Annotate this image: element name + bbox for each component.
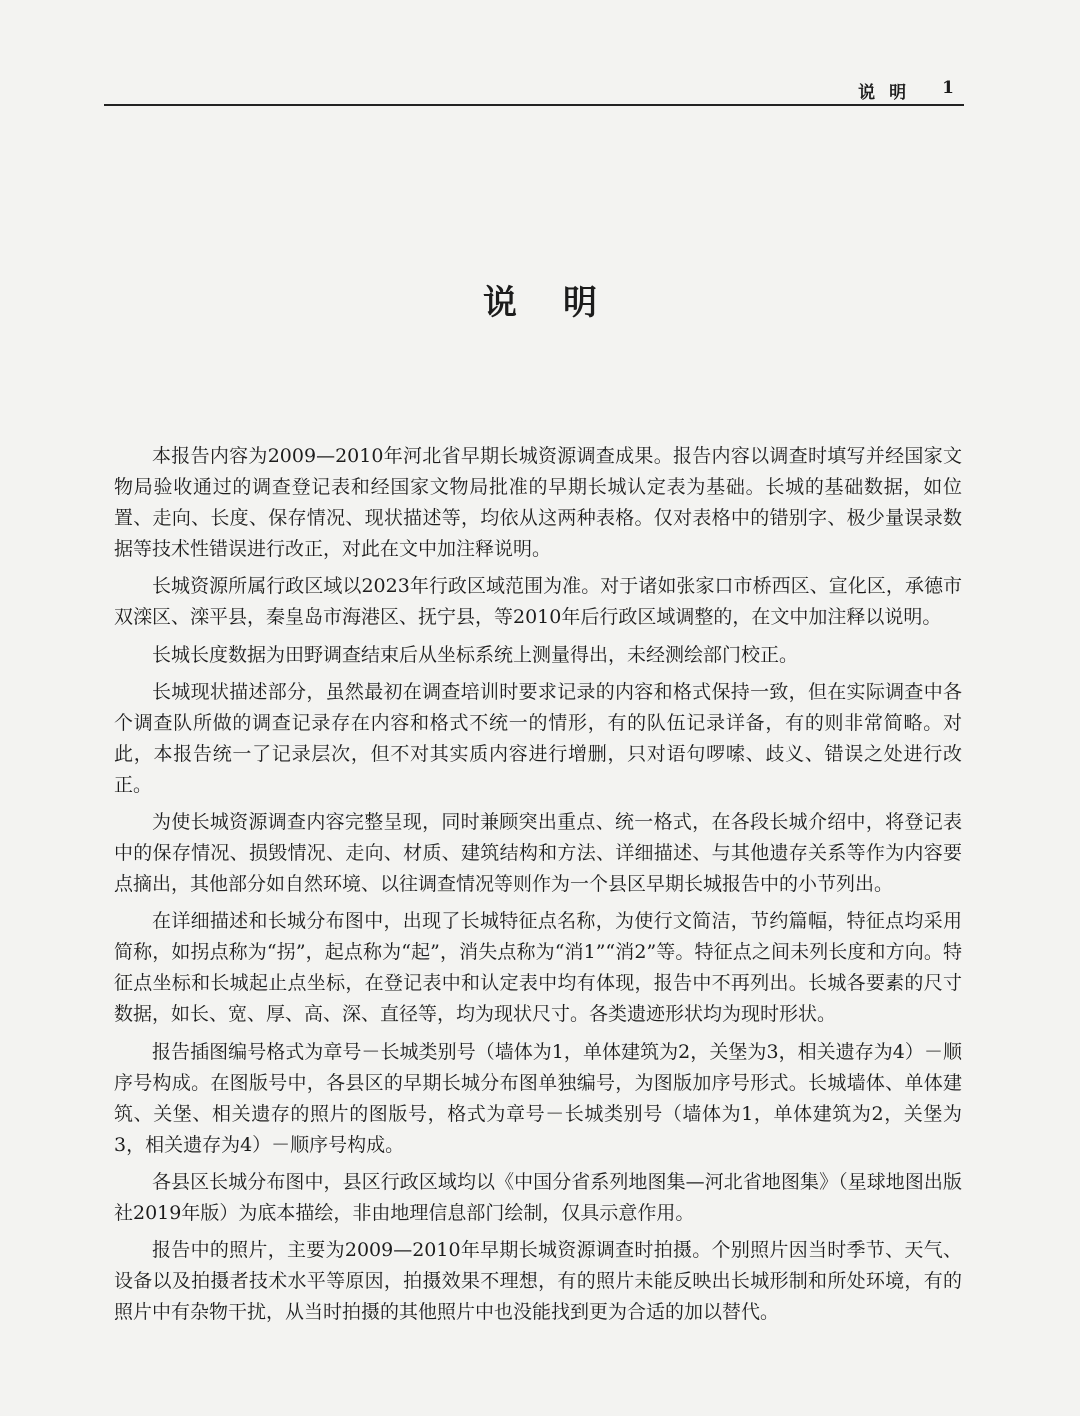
paragraph: 本报告内容为2009—2010年河北省早期长城资源调查成果。报告内容以调查时填写并经国家文物局验收通过的调查登记表和经国家文物局批准的早期长城认定表为基础。长城的基础数据，如位置、走向、长度、保存情况、现状描述等，均依从这两种表格。仅对表格中的错别字、极少量误录数据等技术性错误进行改正，对此在文中加注释说明。 [114, 445, 962, 560]
header-rule [104, 104, 964, 106]
paragraph: 报告中的照片，主要为2009—2010年早期长城资源调查时拍摄。个别照片因当时季节、天气、设备以及拍摄者技术水平等原因，拍摄效果不理想，有的照片未能反映出长城形制和所处环境，有的照片中有杂物干扰，从当时拍摄的其他照片中也没能找到更为合适的加以替代。 [114, 1239, 962, 1324]
running-head [858, 78, 956, 103]
paragraph: 长城长度数据为田野调查结束后从坐标系统上测量得出，未经测绘部门校正。 [152, 643, 799, 666]
page-title: 说明 [483, 283, 643, 323]
paragraph: 各县区长城分布图中，县区行政区域均以《中国分省系列地图集—河北省地图集》（星球地图出版社2019年版）为底本描绘，非由地理信息部门绘制，仅具示意作用。 [114, 1171, 962, 1225]
running-head-page-number: 1 [942, 78, 956, 98]
paragraph: 报告插图编号格式为章号－长城类别号（墙体为1，单体建筑为2，关堡为3，相关遗存为4）－顺序号构成。在图版号中，各县区的早期长城分布图单独编号，为图版加序号形式。长城墙体、单体建筑、关堡、相关遗存的照片的图版号，格式为章号－长城类别号（墙体为1，单体建筑为2，关堡为3，相关遗存为4）－顺序号构成。 [114, 1040, 962, 1156]
paragraph: 长城资源所属行政区域以2023年行政区域范围为准。对于诸如张家口市桥西区、宣化区，承德市双滦区、滦平县，秦皇岛市海港区、抚宁县，等2010年后行政区域调整的，在文中加注释以说明。 [114, 575, 962, 629]
running-head-section: 说明 [858, 83, 921, 103]
paragraph: 为使长城资源调查内容完整呈现，同时兼顾突出重点、统一格式，在各段长城介绍中，将登记表中的保存情况、损毁情况、走向、材质、建筑结构和方法、详细描述、与其他遗存关系等作为内容要点摘出，其他部分如自然环境、以往调查情况等则作为一个县区早期长城报告中的小节列出。 [114, 811, 962, 896]
body-text [114, 441, 962, 1335]
paragraph: 在详细描述和长城分布图中，出现了长城特征点名称，为使行文简洁，节约篇幅，特征点均采用简称，如拐点称为“拐”，起点称为“起”，消失点称为“消1”“消2”等。特征点之间未列长度和方向。特征点坐标和长城起止点坐标，在登记表中和认定表中均有体现，报告中不再列出。长城各要素的尺寸数据，如长、宽、厚、高、深、直径等，均为现状尺寸。各类遗迹形状均为现时形状。 [114, 910, 962, 1026]
paragraph: 长城现状描述部分，虽然最初在调查培训时要求记录的内容和格式保持一致，但在实际调查中各个调查队所做的调查记录存在内容和格式不统一的情形，有的队伍记录详备，有的则非常简略。对此，本报告统一了记录层次，但不对其实质内容进行增删，只对语句啰嗦、歧义、错误之处进行改正。 [114, 680, 962, 796]
